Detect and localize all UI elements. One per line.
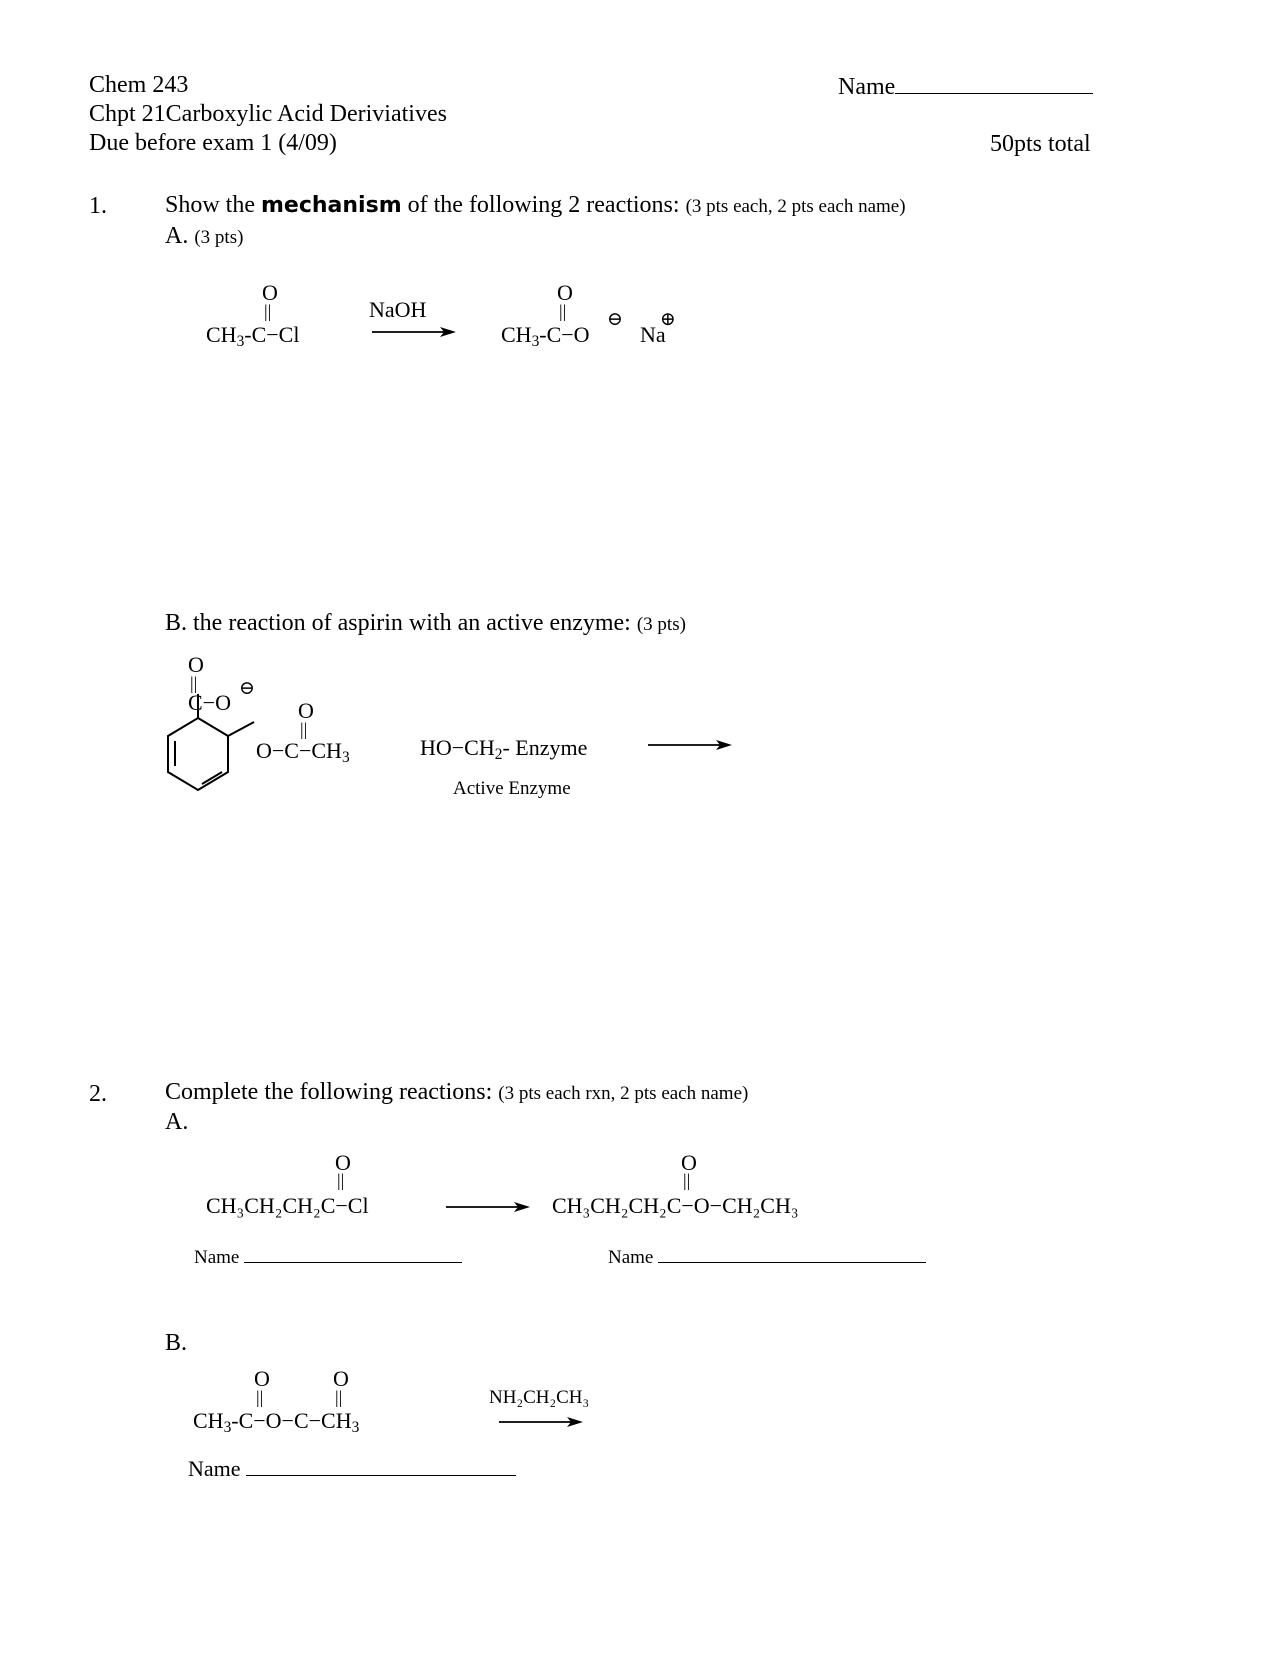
- aspirin-carboxyl-o: O: [188, 652, 204, 677]
- student-name-field[interactable]: [838, 74, 1093, 101]
- q2-text: Complete the following reactions:: [165, 1079, 499, 1105]
- q2a-reactant-formula: CH₃CH₂CH₂C−Cl: [206, 1193, 369, 1218]
- q1a-reactant-double-bond: ||: [264, 301, 272, 321]
- aspirin-carboxylate: C−O: [188, 690, 231, 715]
- aspirin-negative-charge: ⊖: [239, 678, 255, 699]
- q1-number: 1.: [89, 193, 107, 219]
- due-date: Due before exam 1 (4/09): [89, 130, 337, 156]
- q2b-name-field[interactable]: [188, 1456, 516, 1482]
- q1a-header: [165, 223, 243, 250]
- q2a-label: A.: [165, 1109, 189, 1135]
- q1-emphasis: mechanism: [261, 193, 402, 218]
- aspirin-carboxyl-double-bond: ||: [190, 673, 198, 693]
- q1a-negative-charge: ⊖: [607, 309, 623, 330]
- q2-prompt: [165, 1079, 748, 1106]
- q2a-reactant-double-bond: ||: [337, 1170, 345, 1190]
- q2a-product-formula: CH₃CH₂CH₂C−O−CH₂CH₃: [552, 1193, 799, 1218]
- chapter-title: Chpt 21Carboxylic Acid Deriviatives: [89, 101, 447, 127]
- q2b-reaction-arrow: [499, 1416, 583, 1428]
- q1a-positive-charge: ⊕: [660, 309, 676, 330]
- q2a-product-name-label: Name: [608, 1247, 654, 1268]
- q2a-reaction-arrow: [446, 1201, 530, 1213]
- name-label: Name: [838, 74, 896, 100]
- q2b-carbonyl-o-2: O: [333, 1366, 349, 1391]
- q1b-reaction-arrow: [648, 739, 732, 751]
- q2a-product-name-blank[interactable]: [658, 1262, 926, 1263]
- q2-number: 2.: [89, 1081, 107, 1107]
- q1a-reagent: NaOH: [369, 297, 427, 322]
- q1-prompt: [165, 192, 906, 219]
- q1-points: (3 pts each, 2 pts each name): [685, 196, 906, 217]
- q1-suffix: of the following 2 reactions:: [401, 192, 686, 218]
- q1a-label: A.: [165, 223, 189, 249]
- q2b-double-bond-1: ||: [256, 1387, 264, 1407]
- course-title: Chem 243: [89, 72, 189, 98]
- q1a-reaction-arrow: [372, 326, 456, 338]
- q2a-reactant-name-label: Name: [194, 1247, 240, 1268]
- q1b-header: [165, 610, 686, 637]
- q2-points: (3 pts each rxn, 2 pts each name): [498, 1083, 749, 1104]
- q1a-product-formula: $CH_3-C-O$: [501, 322, 590, 350]
- q2a-product-double-bond: ||: [683, 1170, 691, 1190]
- enzyme-formula: $HO-CH_2-$ Enzyme: [420, 735, 588, 763]
- q2b-name-blank[interactable]: [246, 1475, 516, 1476]
- q2b-double-bond-2: ||: [335, 1387, 343, 1407]
- q2a-reactant-name-blank[interactable]: [244, 1262, 462, 1263]
- q2a-product-carbonyl-o: O: [681, 1150, 697, 1175]
- q1a-product-double-bond: ||: [559, 301, 567, 321]
- aspirin-ester-double-bond: ||: [300, 719, 308, 739]
- q1a-reactant-carbonyl-o: O: [262, 280, 278, 305]
- q2b-reagent: NH₂CH₂CH₃: [489, 1387, 590, 1408]
- aspirin-ester-formula: $O-C-CH_3$: [256, 738, 350, 766]
- enzyme-caption: Active Enzyme: [453, 778, 571, 799]
- q2a-reactant-carbonyl-o: O: [335, 1150, 351, 1175]
- aspirin-ester-o: O: [298, 698, 314, 723]
- q1a-sodium: Na: [640, 322, 666, 347]
- q2a-reactant-name-field[interactable]: [194, 1247, 462, 1269]
- q1-prefix: Show the: [165, 192, 261, 218]
- q1b-label: B.: [165, 610, 188, 636]
- q1a-product-carbonyl-o: O: [557, 280, 573, 305]
- q2b-label: B.: [165, 1330, 188, 1356]
- q1b-text: the reaction of aspirin with an active enzyme:: [193, 610, 637, 636]
- q2b-name-label: Name: [188, 1456, 241, 1481]
- q2b-reactant-formula: $CH_3-C-O-C-CH_3$: [193, 1408, 360, 1436]
- q1a-reactant-formula: $CH_3-C-Cl$: [206, 322, 300, 350]
- q2b-carbonyl-o-1: O: [254, 1366, 270, 1391]
- aspirin-benzene-ring: [158, 710, 238, 820]
- q2a-product-name-field[interactable]: [608, 1247, 926, 1269]
- q1b-points: (3 pts): [636, 614, 686, 635]
- q1a-points: (3 pts): [194, 227, 244, 248]
- name-blank[interactable]: [895, 93, 1093, 94]
- points-total: 50pts total: [990, 131, 1091, 157]
